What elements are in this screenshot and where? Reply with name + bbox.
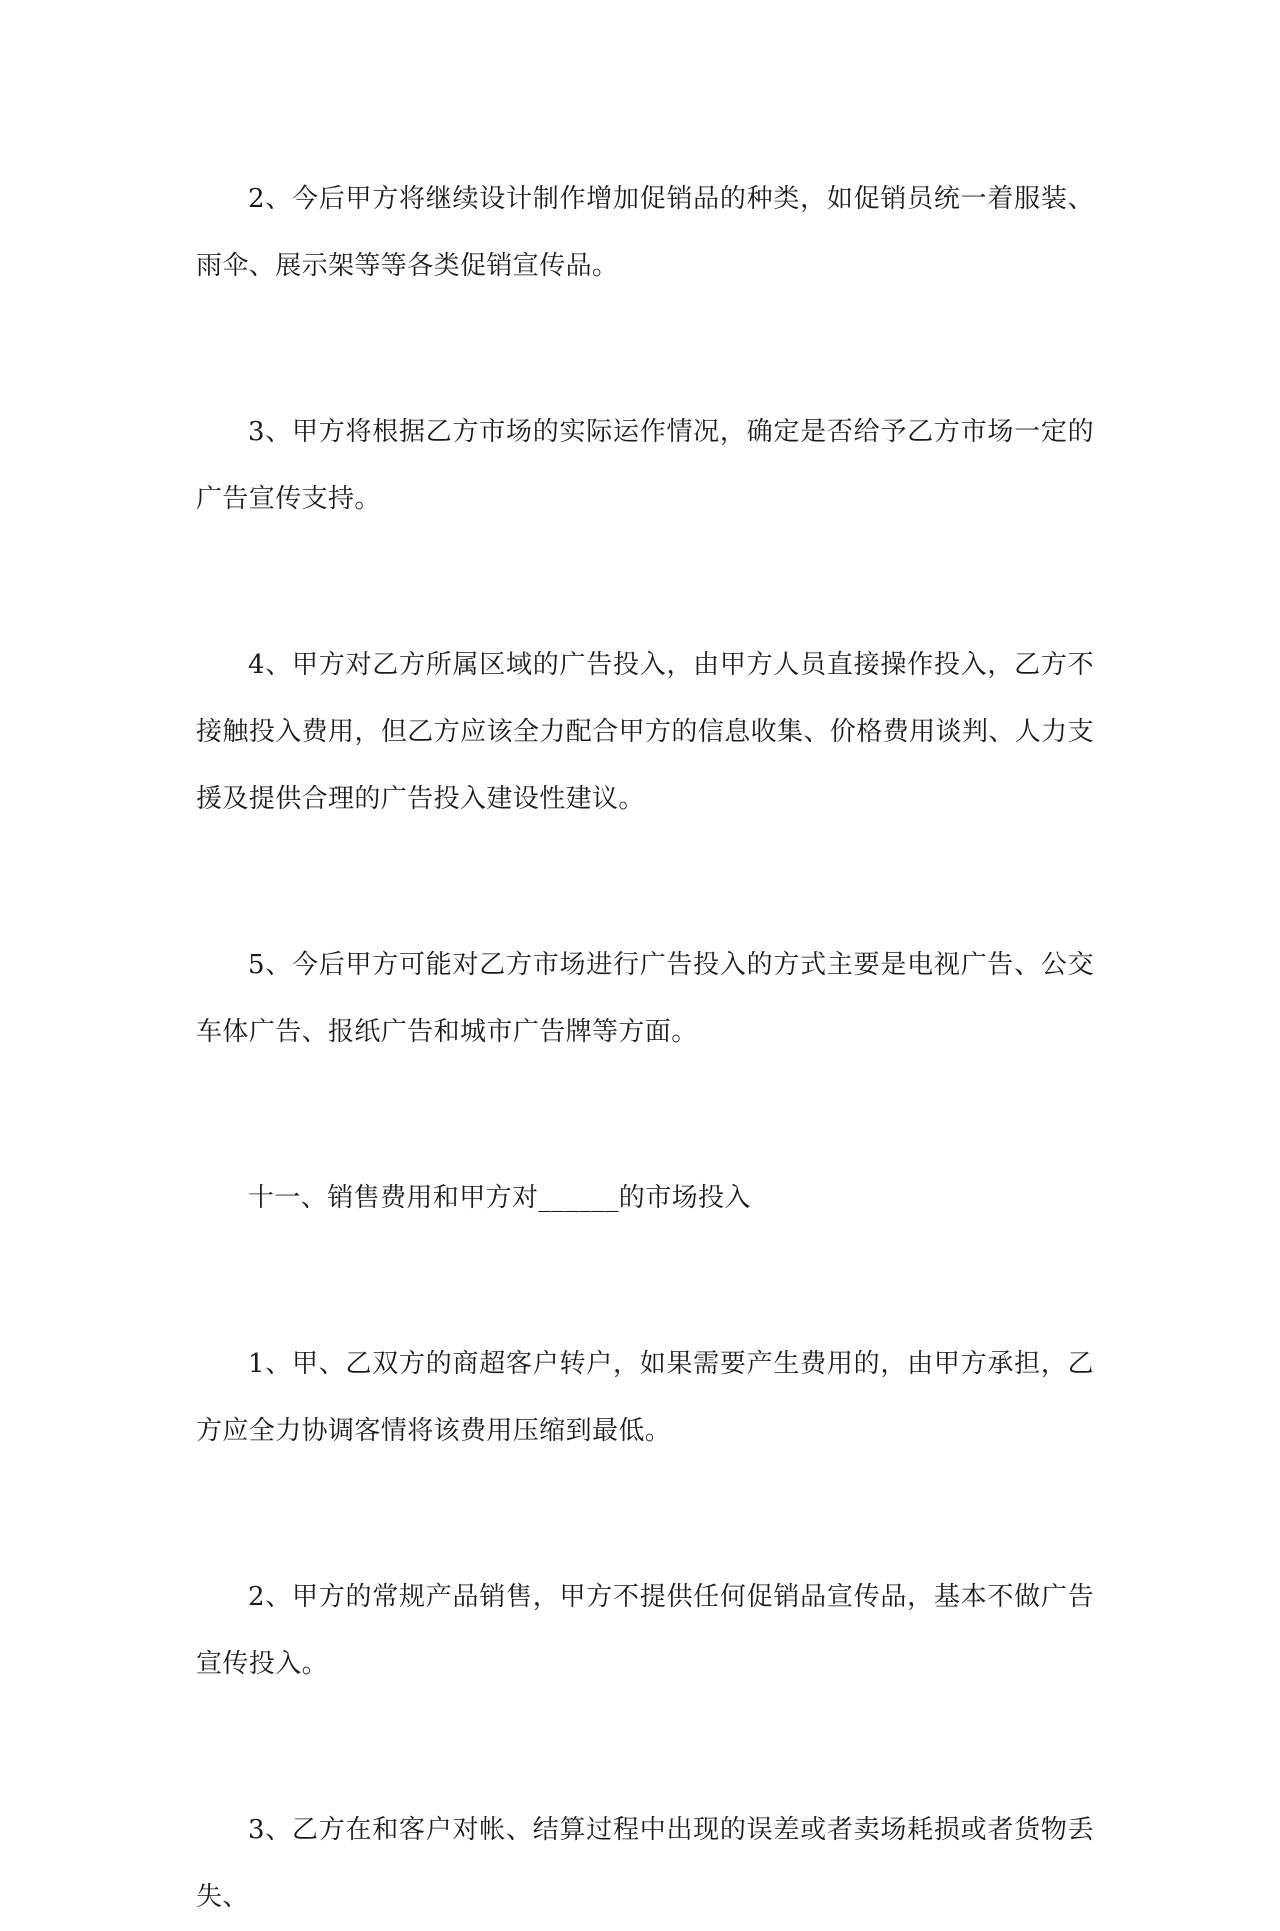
- document-body: [196, 166, 1094, 1931]
- paragraph-item-5-ad-channels: 5、今后甲方可能对乙方市场进行广告投入的方式主要是电视广告、公交车体广告、报纸广告和城市广告牌等方面。: [196, 950, 1094, 1047]
- paragraph-item-1-transfer-cost: 1、甲、乙双方的商超客户转户，如果需要产生费用的，由甲方承担，乙方应全力协调客情将该费用压缩到最低。: [196, 1349, 1094, 1446]
- paragraph-item-3-ad-support: 3、甲方将根据乙方市场的实际运作情况，确定是否给予乙方市场一定的广告宣传支持。: [196, 417, 1094, 514]
- paragraph-item-3-reconciliation: 3、乙方在和客户对帐、结算过程中出现的误差或者卖场耗损或者货物丢失、: [196, 1815, 1094, 1912]
- paragraph-item-2-promo-materials: 2、今后甲方将继续设计制作增加促销品的种类，如促销员统一着服装、雨伞、展示架等等各类促销宣传品。: [196, 184, 1094, 281]
- paragraph-item-4-ad-investment: 4、甲方对乙方所属区域的广告投入，由甲方人员直接操作投入，乙方不接触投入费用，但乙方应该全力配合甲方的信息收集、价格费用谈判、人力支援及提供合理的广告投入建设性建议。: [196, 650, 1094, 814]
- paragraph-item-2-regular-sales: 2、甲方的常规产品销售，甲方不提供任何促销品宣传品，基本不做广告宣传投入。: [196, 1582, 1094, 1679]
- section-heading-eleven: 十一、销售费用和甲方对______的市场投入: [248, 1183, 751, 1213]
